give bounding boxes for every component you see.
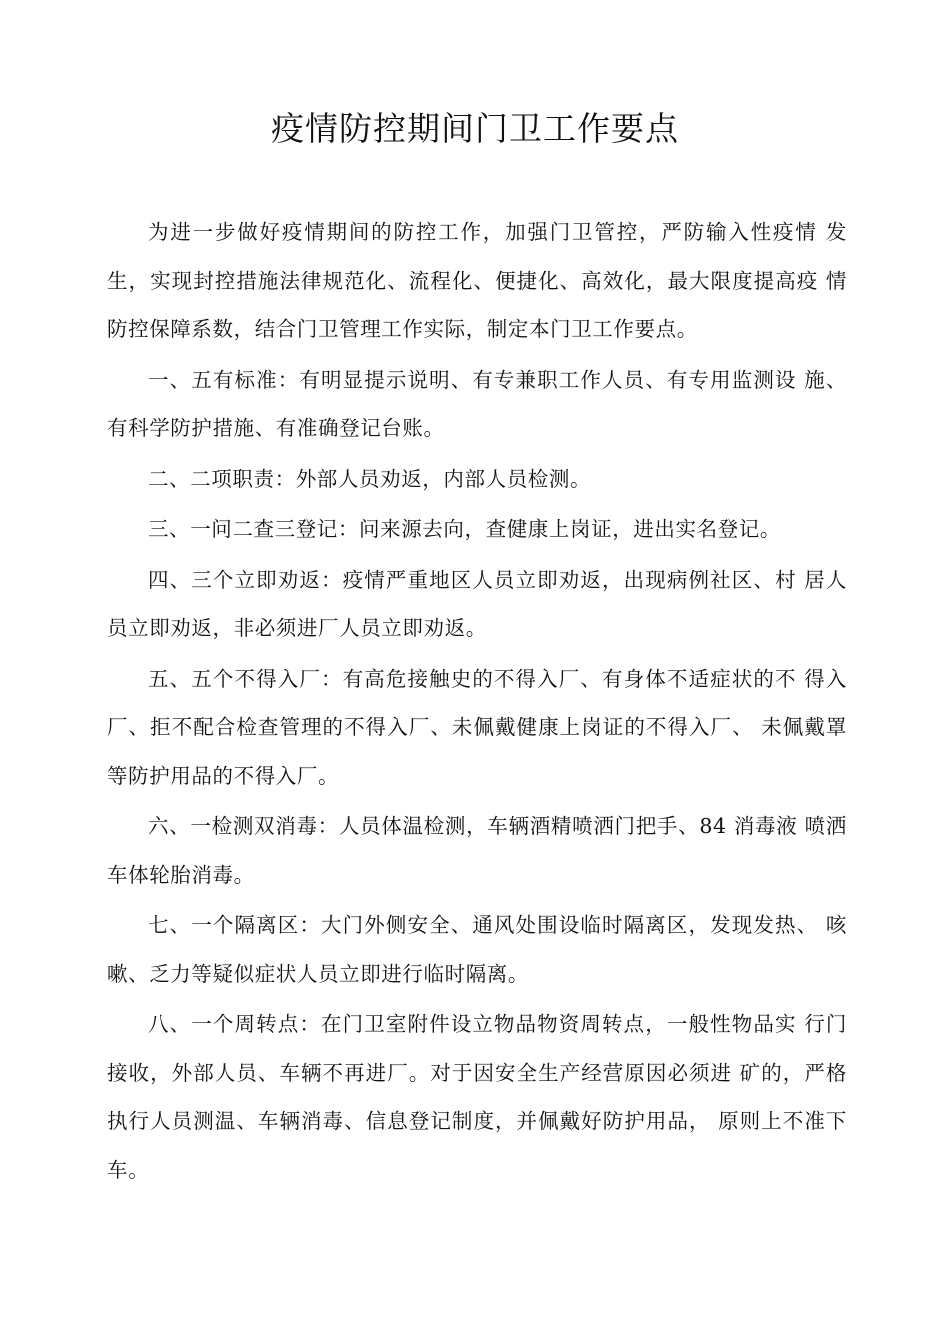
paragraph-point-2: 二、二项职责：外部人员劝返，内部人员检测。	[148, 466, 592, 491]
paragraph-point-5: 五、五个不得入厂：有高危接触史的不得入厂、有身体不适症状的不 得入厂、拒不配合检查管理的不得入厂、未佩戴健康上岗证的不得入厂、 未佩戴罩等防护用品的不得入厂。	[107, 666, 847, 788]
document-title: 疫情防控期间门卫工作要点	[271, 109, 679, 148]
paragraph-point-8: 八、一个周转点：在门卫室附件设立物品物资周转点，一般性物品实 行门接收，外部人员、车辆不再进厂。对于因安全生产经营原因必须进 矿的，严格执行人员测温、车辆消毒、信息登记制度，并佩戴好防护用品， 原则上不准下车。	[107, 1012, 847, 1182]
paragraph-point-7: 七、一个隔离区：大门外侧安全、通风处围设临时隔离区，发现发热、 咳嗽、乏力等疑似症状人员立即进行临时隔离。	[107, 913, 847, 986]
document-body	[107, 208, 847, 1196]
paragraph-point-6: 六、一检测双消毒：人员体温检测，车辆酒精喷洒门把手、84 消毒液 喷洒车体轮胎消毒。	[107, 814, 847, 887]
paragraph-point-3: 三、一问二查三登记：问来源去向，查健康上岗证，进出实名登记。	[148, 517, 781, 541]
paragraph-intro: 为进一步做好疫情期间的防控工作，加强门卫管控，严防输入性疫情 发生，实现封控措施法律规范化、流程化、便捷化、高效化，最大限度提高疫 情防控保障系数，结合门卫管理工作实际，制定本门卫工作要点。	[107, 220, 847, 341]
paragraph-point-1: 一、五有标准：有明显提示说明、有专兼职工作人员、有专用监测设 施、有科学防护措施、有准确登记台账。	[107, 367, 847, 440]
paragraph-point-4: 四、三个立即劝返：疫情严重地区人员立即劝返，出现病例社区、村 居人员立即劝返，非必须进厂人员立即劝返。	[107, 567, 847, 640]
